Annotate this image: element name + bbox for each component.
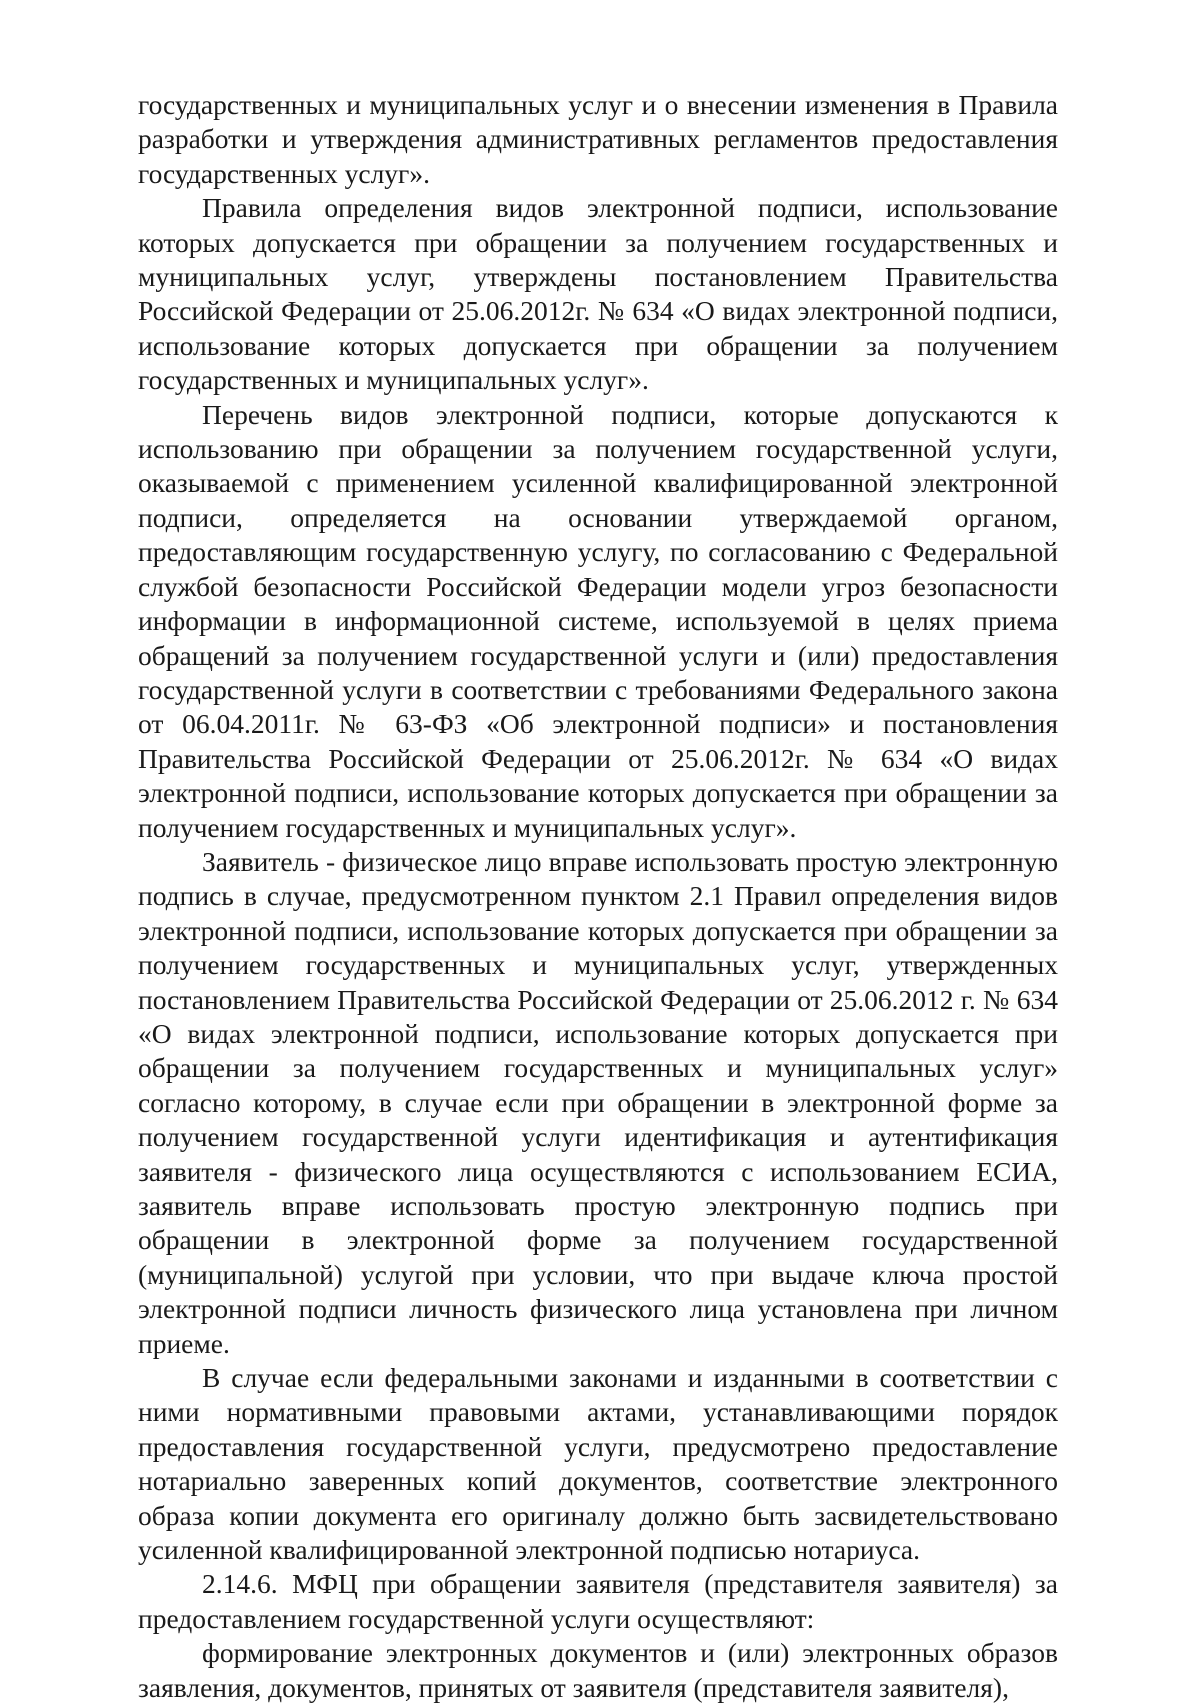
paragraph-continuation: государственных и муниципальных услуг и о внесении изменения в Правила разработки и утверждения административных регламентов предоставления государственных услуг». [138,89,1058,189]
paragraph-notarized-copies: В случае если федеральными законами и изданными в соответствии с ними нормативными правовыми актами, устанавливающими порядок предоставления государственной услуги, предусмотрено предоставление нотариально заверенных копий документов, соответствие электронного образа копии документа его оригиналу должно быть засвидетельствовано усиленной квалифицированной электронной подписью нотариуса. [138,1362,1058,1566]
paragraph-signature-rules: Правила определения видов электронной подписи, использование которых допускается при обращении за получением государственных и муниципальных услуг, утверждены постановлением Правительства Российской Федерации от 25.06.2012г. № 634 «О видах электронной подписи, использование которых допускается при обращении за получением государственных и муниципальных услуг». [138,192,1058,396]
paragraph-forming-documents: формирование электронных документов и (или) электронных образов заявления, документов, принятых от заявителя (представителя заявителя), [138,1637,1058,1703]
paragraph-applicant-simple-signature: Заявитель - физическое лицо вправе использовать простую электронную подпись в случае, предусмотренном пунктом 2.1 Правил определения видов электронной подписи, использование которых допускается при обращении за получением государственных и муниципальных услуг, утвержденных постановлением Правительства Российской Федерации от 25.06.2012 г. № 634 «О видах электронной подписи, использование которых допускается при обращении за получением государственных и муниципальных услуг» согласно которому, в случае если при обращении в электронной форме за получением государственной услуги идентификация и аутентификация заявителя - физического лица осуществляются с использованием ЕСИА, заявитель вправе использовать простую электронную подпись при обращении в электронной форме за получением государственной (муниципальной) услугой при условии, что при выдаче ключа простой электронной подписи личность физического лица установлена при личном приеме. [138,845,1058,1359]
document-page [138,88,1058,1705]
paragraph-signature-list: Перечень видов электронной подписи, которые допускаются к использованию при обращении за получением государственной услуги, оказываемой с применением усиленной квалифицированной электронной подписи, определяется на основании утверждаемой органом, предоставляющим государственную услугу, по согласованию с Федеральной службой безопасности Российской Федерации модели угроз безопасности информации в информационной системе, используемой в целях приема обращений за получением государственной услуги и (или) предоставления государственной услуги в соответствии с требованиями Федерального закона от 06.04.2011г. № 63-ФЗ «Об электронной подписи» и постановления Правительства Российской Федерации от 25.06.2012г. № 634 «О видах электронной подписи, использование которых допускается при обращении за получением государственных и муниципальных услуг». [138,398,1058,843]
paragraph-mfc-section: 2.14.6. МФЦ при обращении заявителя (представителя заявителя) за предоставлением государственной услуги осуществляют: [138,1568,1058,1634]
